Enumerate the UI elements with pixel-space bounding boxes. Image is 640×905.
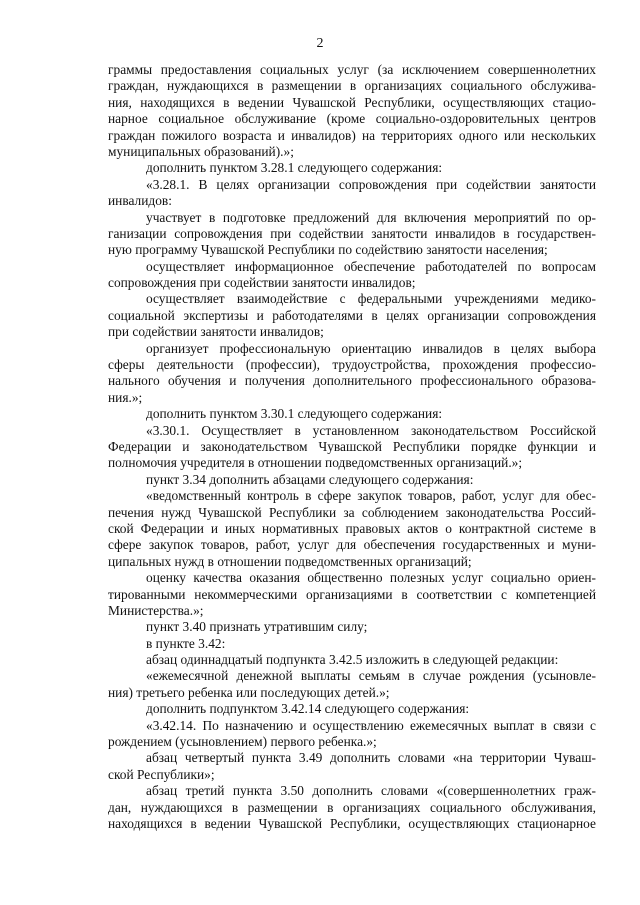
text-line: нального обучения и получения дополнительного профессионального образова- xyxy=(108,373,596,389)
text-line: ния, находящихся в ведении Чувашской Республики, осуществляющих стацио- xyxy=(108,94,596,110)
text-line: граждан пожилого возраста и инвалидов) на территориях одного или нескольких xyxy=(108,127,596,143)
text-line: пункт 3.40 признать утратившим силу; xyxy=(146,619,368,635)
text-line: ципальных нужд в отношении подведомственных организаций; xyxy=(108,553,472,569)
text-line: абзац третий пункта 3.50 дополнить словами «(совершеннолетних граж- xyxy=(146,783,596,799)
text-line: ния) третьего ребенка или последующих детей.»; xyxy=(108,684,390,700)
text-line: сфере закупок товаров, работ, услуг для обеспечения государственных и муни- xyxy=(108,537,596,553)
text-line: тированными некоммерческими организациями в соответствии с компетенцией xyxy=(108,586,596,602)
text-line: Федерации и законодательством Чувашской Республики порядке функции и xyxy=(108,438,596,454)
text-line: дополнить пунктом 3.28.1 следующего содержания: xyxy=(146,160,443,176)
text-line: дан, нуждающихся в размещении в организациях социального обслуживания, xyxy=(108,799,596,815)
text-line: сопровождения при содействии занятости инвалидов; xyxy=(108,275,416,291)
text-line: инвалидов: xyxy=(108,193,172,209)
text-line: ную программу Чувашской Республики по содействию занятости населения; xyxy=(108,242,548,258)
text-line: ской Республики»; xyxy=(108,766,215,782)
text-line: нарное социальное обслуживание (кроме социально-оздоровительных центров xyxy=(108,111,596,127)
text-line: дополнить подпунктом 3.42.14 следующего содержания: xyxy=(146,701,470,717)
text-line: «3.42.14. По назначению и осуществлению ежемесячных выплат в связи с xyxy=(146,717,596,733)
text-line: ганизации сопровождения при содействии занятости инвалидов в государствен- xyxy=(108,225,596,241)
text-line: участвует в подготовке предложений для включения мероприятий по ор- xyxy=(146,209,596,225)
text-line: «3.30.1. Осуществляет в установленном законодательством Российской xyxy=(146,422,596,438)
text-line: абзац четвертый пункта 3.49 дополнить словами «на территории Чуваш- xyxy=(146,750,596,766)
text-line: полномочия учредителя в отношении подведомственных организаций.»; xyxy=(108,455,523,471)
text-line: находящихся в ведении Чувашской Республики, осуществляющих стационарное xyxy=(108,815,596,831)
text-line: «3.28.1. В целях организации сопровождения при содействии занятости xyxy=(146,176,596,192)
text-line: дополнить пунктом 3.30.1 следующего содержания: xyxy=(146,406,443,422)
text-line: муниципальных образований).»; xyxy=(108,143,294,159)
text-line: рождением (усыновлением) первого ребенка.»; xyxy=(108,734,377,750)
text-line: организует профессиональную ориентацию инвалидов в целях выбора xyxy=(146,340,596,356)
text-line: «ежемесячной денежной выплаты семьям в случае рождения (усыновле- xyxy=(146,668,596,684)
text-line: пункт 3.34 дополнить абзацами следующего содержания: xyxy=(146,471,474,487)
text-line: «ведомственный контроль в сфере закупок товаров, работ, услуг для обес- xyxy=(146,488,596,504)
text-line: Министерства.»; xyxy=(108,602,204,618)
text-line: сферы деятельности (профессии), трудоустройства, прохождения профессио- xyxy=(108,357,596,373)
text-line: осуществляет информационное обеспечение работодателей по вопросам xyxy=(146,258,596,274)
text-line: граммы предоставления социальных услуг (за исключением совершеннолетних xyxy=(108,62,596,77)
text-line: оценку качества оказания общественно полезных услуг социально ориен- xyxy=(146,570,596,586)
text-line: печения нужд Чувашской Республики за соблюдением законодательства Россий- xyxy=(108,504,596,520)
text-line: абзац одиннадцатый подпункта 3.42.5 изложить в следующей редакции: xyxy=(146,652,559,668)
document-body xyxy=(108,62,596,832)
text-line: граждан, нуждающихся в размещении в организациях социального обслужива- xyxy=(108,78,596,94)
text-line: осуществляет взаимодействие с федеральными учреждениями медико- xyxy=(146,291,596,307)
page-number: 2 xyxy=(316,36,324,51)
text-line: социальной экспертизы и работодателями в целях организации сопровождения xyxy=(108,307,596,323)
text-line: при содействии занятости инвалидов; xyxy=(108,324,324,340)
text-line: ской Федерации и иных нормативных правовых актов о контрактной системе в xyxy=(108,520,596,536)
text-line: ния.»; xyxy=(108,389,143,405)
text-line: в пункте 3.42: xyxy=(146,635,226,651)
